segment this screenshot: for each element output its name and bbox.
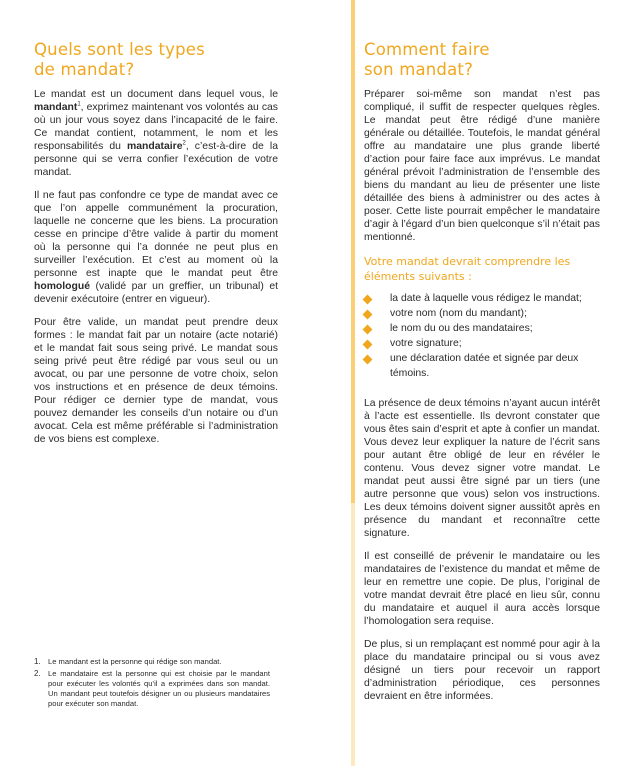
subheading-line-2: éléments suivants :: [364, 270, 472, 283]
right-paragraph-4: De plus, si un remplaçant est nommé pour agir à la place du mandataire principal ou si vous avez désigné un tiers pour recevoir un rapport d’administration périodique, ces personnes devraient en être informées.: [364, 639, 600, 702]
left-paragraph-3: Pour être valide, un mandat peut prendre deux formes : le mandat fait par un notaire (acte notarié) et le mandat fait sous seing privé. Le mandat sous seing privé peut être rédigé par vous seul ou un avocat, ou par une personne de votre choix, selon vos instructions et en présence de deux témoins. Pour rédiger ce dernier type de mandat, vous pouvez demander les conseils d’un notaire ou d’un avocat. Cela est même préférable si l’administration de vos biens est complexe.: [34, 317, 278, 445]
right-paragraph-1: Préparer soi-même son mandat n’est pas compliqué, il suffit de respecter quelques règles. Le mandat peut être rédigé d’une manière générale ou détaillée. Toutefois, le mandat général offre au mandataire une plus grande liberté d’action pour faire face aux imprévus. Le mandat général prévoit l’administration de l’ensemble des biens du mandant au lieu de présenter une liste détaillée des biens à administrer ou des actes à poser. Cette liste pourrait empêcher le mandataire d’agir à l’égard d’un bien quelconque s’il n’était pas mentionné.: [364, 89, 600, 243]
left-heading-line-2: de mandat?: [34, 60, 135, 79]
term-mandant: mandant: [34, 102, 78, 113]
list-item: [364, 322, 600, 337]
footnote-number: 1.: [34, 657, 41, 666]
right-column: [364, 40, 600, 713]
right-heading: [364, 40, 600, 80]
left-column: [34, 40, 278, 456]
text-span: , exprimez maintenant vos volontés au cas où un jour vous soyez dans l’incapacité de le faire. Ce mandat contient, notamment, le nom et les responsabilités du: [34, 102, 278, 152]
list-item-text: votre signature;: [390, 338, 462, 349]
term-mandataire: mandataire: [127, 141, 183, 152]
diamond-bullet-icon: [363, 355, 373, 365]
diamond-bullet-icon: [363, 325, 373, 335]
text-span: Le mandat est un document dans lequel vous, le: [34, 89, 278, 100]
footnote-2: [34, 669, 270, 709]
footnote-text: Le mandant est la personne qui rédige son mandat.: [48, 657, 222, 666]
diamond-bullet-icon: [363, 340, 373, 350]
subheading-line-1: Votre mandat devrait comprendre les: [364, 255, 571, 268]
list-item: [364, 292, 600, 307]
right-heading-line-1: Comment faire: [364, 40, 490, 59]
text-span: Il ne faut pas confondre ce type de mandat avec ce que l’on appelle communément la procuration, laquelle ne concerne que les biens. La procuration cesse en principe d’être valide à partir du moment où la personne qui l’a donnée ne peut plus en surveiller l’exécution. Et c’est au moment où la personne est inapte que le mandat peut être: [34, 190, 278, 279]
left-paragraph-1: [34, 88, 278, 179]
list-item-text: une déclaration datée et signée par deux témoins.: [390, 353, 579, 379]
footnote-text: Le mandataire est la personne qui est choisie par le mandant pour exécuter les volontés qu’il a exprimées dans son mandat. Un mandant peut toutefois désigner un ou plusieurs mandataires pour exécuter son mandat.: [48, 669, 270, 708]
column-divider-accent: [351, 0, 355, 503]
list-item: [364, 352, 600, 381]
left-heading-line-1: Quels sont les types: [34, 40, 205, 59]
diamond-bullet-icon: [363, 295, 373, 305]
footnote-ref-2: 2: [182, 140, 186, 147]
left-paragraph-2: [34, 189, 278, 306]
right-heading-line-2: son mandat?: [364, 60, 474, 79]
list-item-text: votre nom (nom du mandant);: [390, 308, 527, 319]
elements-list: [364, 292, 600, 381]
list-item: [364, 307, 600, 322]
footnotes: [34, 657, 270, 711]
diamond-bullet-icon: [363, 310, 373, 320]
right-paragraph-2: La présence de deux témoins n’ayant aucun intérêt à l’acte est essentielle. Ils devront constater que vous êtes sain d’esprit et apte à confier un mandat. Vous devez leur expliquer la nature de l’écrit sans pour autant être obligé de leur en révéler le contenu. Vous devez signer votre mandat. Le mandat peut aussi être signé par un tiers (une autre personne que vous) selon vos instructions. Les deux témoins doivent signer aussitôt après en présence du mandant et reconnaître cette signature.: [364, 398, 600, 539]
term-homologue: homologué: [34, 281, 90, 292]
list-item-text: le nom du ou des mandataires;: [390, 323, 533, 334]
list-item: [364, 337, 600, 352]
left-heading: [34, 40, 278, 80]
right-paragraph-3: Il est conseillé de prévenir le mandataire ou les mandataires de l’existence du mandat et même de leur en remettre une copie. De plus, l’original de votre mandat devrait être placé en lieu sûr, connu du mandataire et auquel il aura accès lorsque l’homologation sera requise.: [364, 551, 600, 627]
list-item-text: la date à laquelle vous rédigez le mandat;: [390, 293, 582, 304]
footnote-1: [34, 657, 270, 667]
text-span: (validé par un greffier, un tribunal) et devenir exécutoire (entrer en vigueur).: [34, 281, 278, 305]
elements-subheading: [364, 254, 600, 284]
footnote-number: 2.: [34, 669, 41, 678]
text-span: , c’est-à-dire de la personne qui se verra confier l’exécution de votre mandat.: [34, 141, 278, 178]
footnote-ref-1: 1: [77, 101, 81, 108]
